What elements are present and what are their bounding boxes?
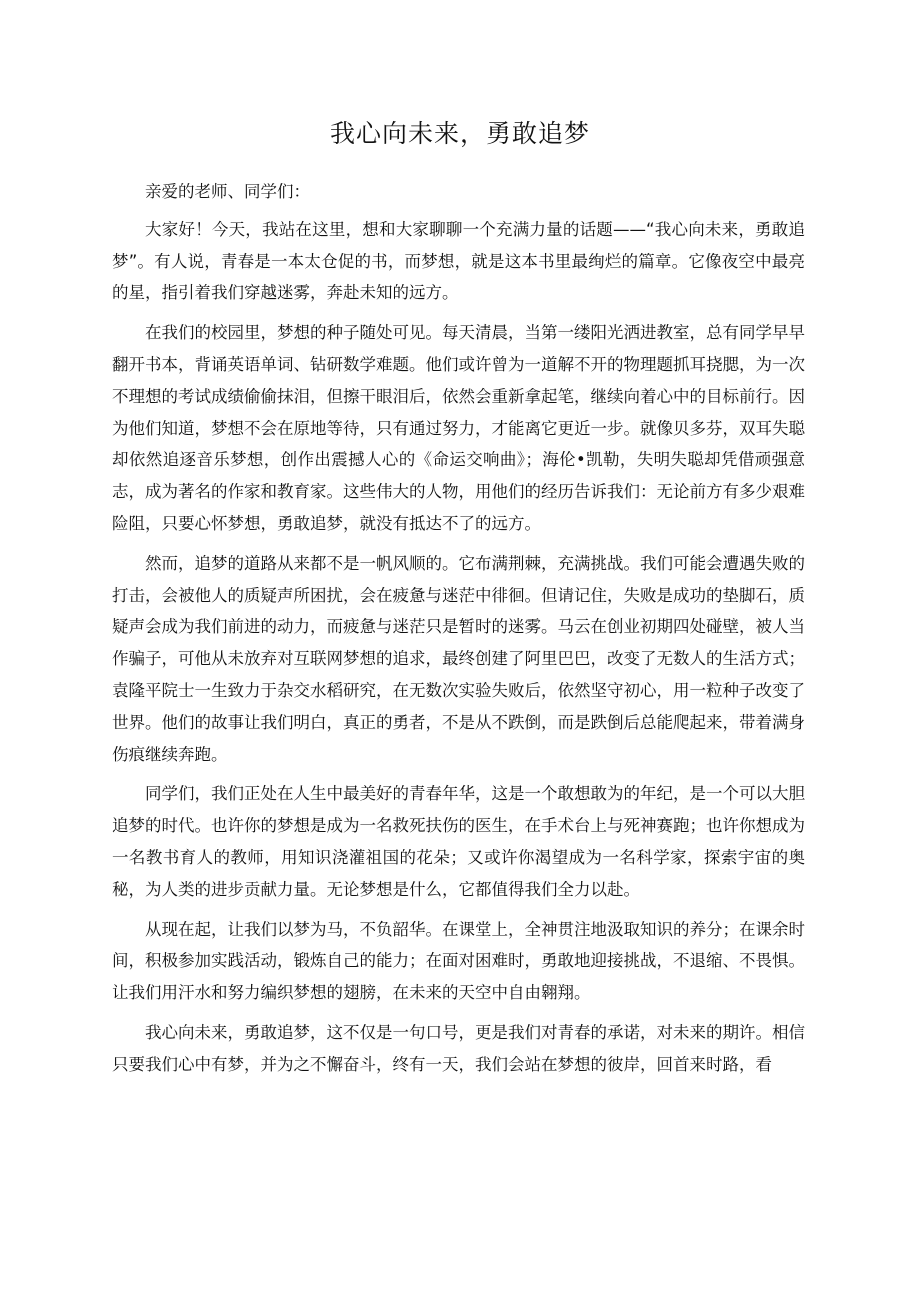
page-title: 我心向未来，勇敢追梦	[329, 119, 590, 148]
paragraph-3: 然而，追梦的道路从来都不是一帆风顺的。它布满荆棘，充满挑战。我们可能会遭遇失败的打击，会被他人的质疑声所困扰，会在疲惫与迷茫中徘徊。但请记住，失败是成功的垫脚石，质疑声会成为我们前进的动力，而疲惫与迷茫只是暂时的迷雾。马云在创业初期四处碰壁，被人当作骗子，可他从未放弃对互联网梦想的追求，最终创建了阿里巴巴，改变了无数人的生活方式；袁隆平院士一生致力于杂交水稻研究，在无数次实验失败后，依然坚守初心，用一粒种子改变了世界。他们的故事让我们明白，真正的勇者，不是从不跌倒，而是跌倒后总能爬起来，带着满身伤痕继续奔跑。	[112, 553, 805, 764]
paragraph-1: 大家好！今天，我站在这里，想和大家聊聊一个充满力量的话题——“我心向未来，勇敢追梦”。有人说，青春是一本太仓促的书，而梦想，就是这本书里最绚烂的篇章。它像夜空中最亮的星，指引着我们穿越迷雾，奔赴未知的远方。	[112, 219, 805, 303]
paragraph-5: 从现在起，让我们以梦为马，不负韶华。在课堂上，全神贯注地汲取知识的养分；在课余时间，积极参加实践活动，锻炼自己的能力；在面对困难时，勇敢地迎接挑战，不退缩、不畏惧。让我们用汗水和努力编织梦想的翅膀，在未来的天空中自由翱翔。	[112, 919, 805, 1003]
paragraph-6: 我心向未来，勇敢追梦，这不仅是一句口号，更是我们对青春的承诺，对未来的期许。相信只要我们心中有梦，并为之不懈奋斗，终有一天，我们会站在梦想的彼岸，回首来时路，看	[112, 1022, 805, 1074]
paragraph-2: 在我们的校园里，梦想的种子随处可见。每天清晨，当第一缕阳光洒进教室，总有同学早早翻开书本，背诵英语单词、钻研数学难题。他们或许曾为一道解不开的物理题抓耳挠腮，为一次不理想的考试成绩偷偷抹泪，但擦干眼泪后，依然会重新拿起笔，继续向着心中的目标前行。因为他们知道，梦想不会在原地等待，只有通过努力，才能离它更近一步。就像贝多芬，双耳失聪却依然追逐音乐梦想，创作出震撼人心的《命运交响曲》；海伦•凯勒，失明失聪却凭借顽强意志，成为著名的作家和教育家。这些伟大的人物，用他们的经历告诉我们：无论前方有多少艰难险阻，只要心怀梦想，勇敢追梦，就没有抵达不了的远方。	[112, 323, 805, 533]
greeting-line: 亲爱的老师、同学们：	[145, 182, 310, 201]
document-body	[112, 176, 805, 1089]
paragraph-4: 同学们，我们正处在人生中最美好的青春年华，这是一个敢想敢为的年纪，是一个可以大胆追梦的时代。也许你的梦想是成为一名救死扶伤的医生，在手术台上与死神赛跑；也许你想成为一名教书育人的教师，用知识浇灌祖国的花朵；又或许你渴望成为一名科学家，探索宇宙的奥秘，为人类的进步贡献力量。无论梦想是什么，它都值得我们全力以赴。	[112, 784, 805, 899]
